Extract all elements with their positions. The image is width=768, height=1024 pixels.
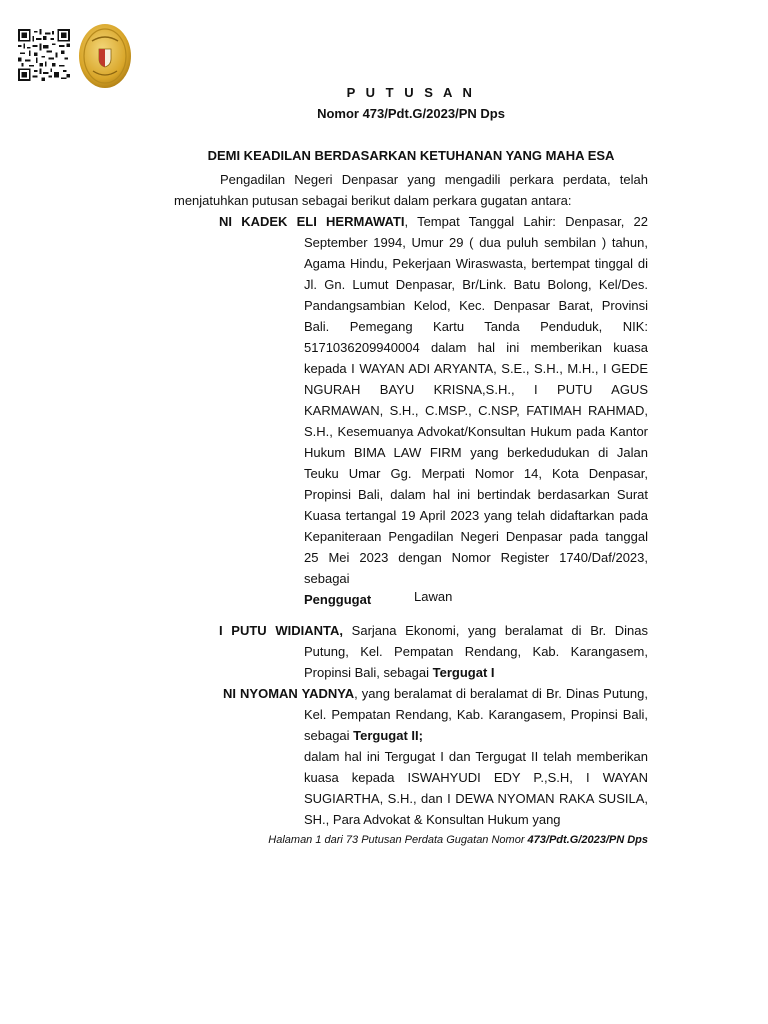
tergugat1-details: Sarjana Ekonomi, yang beralamat di Br. Dinas Putung, Kel. Pempatan Rendang, Kab. Karangasem, Propinsi Bali, sebagai	[304, 623, 649, 680]
case-number: Nomor 473/Pdt.G/2023/PN Dps	[317, 106, 505, 121]
tergugat2-details: , yang beralamat di beralamat di Br. Dinas Putung, Kel. Pempatan Rendang, Kab. Karangasem, Propinsi Bali, sebagai	[304, 686, 648, 743]
demi-keadilan-heading: DEMI KEADILAN BERDASARKAN KETUHANAN YANG MAHA ESA	[207, 148, 615, 163]
tergugat2-paragraph	[223, 683, 648, 746]
tergugat1-role: Tergugat I	[432, 665, 495, 680]
lawan-label: Lawan	[414, 589, 453, 604]
footer-case-number: 473/Pdt.G/2023/PN Dps	[527, 834, 648, 846]
document-title: P U T U S A N	[346, 85, 476, 100]
tergugat1-name: I PUTU WIDIANTA,	[219, 623, 343, 638]
penggugat-paragraph	[219, 211, 648, 610]
kuasa-tergugat-paragraph: dalam hal ini Tergugat I dan Tergugat II telah memberikan kuasa kepada ISWAHYUDI EDY P.,S.H, I WAYAN SUGIARTHA, S.H., dan I DEWA NYOMAN RAKA SUSILA, SH., Para Advokat & Konsultan Hukum yang	[304, 749, 648, 827]
page-footer	[268, 834, 648, 846]
penggugat-role: Penggugat	[304, 592, 372, 607]
court-emblem-icon	[78, 23, 132, 89]
penggugat-name: NI KADEK ELI HERMAWATI	[219, 214, 405, 229]
qr-code	[16, 29, 72, 81]
tergugat2-role: Tergugat II;	[353, 728, 423, 743]
penggugat-details: , Tempat Tanggal Lahir: Denpasar, 22 September 1994, Umur 29 ( dua puluh sembilan ) tahun, Agama Hindu, Pekerjaan Wiraswasta, bertempat tinggal di Jl. Gn. Lumut Denpasar, Br/Link. Batu Bolong, Kel/Des. Pandangsambian Kelod, Kec. Denpasar Barat, Provinsi Bali. Pemegang Kartu Tanda Penduduk, NIK: 5171036209940004 dalam hal ini memberikan kuasa kepada I WAYAN ADI ARYANTA, S.E., S.H., M.H., I GEDE NGURAH BAYU KRISNA,S.H., I PUTU AGUS KARMAWAN, S.H., C.MSP., C.NSP, FATIMAH RAHMAD, S.H., Kesemuanya Advokat/Konsultan Hukum pada Kantor Hukum BIMA LAW FIRM yang berkedudukan di Jalan Teuku Umar Gg. Merpati Nomor 14, Kota Denpasar, Propinsi Bali, dalam hal ini bertindak berdasarkan Surat Kuasa tertangal 19 April 2023 yang telah didaftarkan pada Kepaniteraan Pengadilan Negeri Denpasar pada tanggal 25 Mei 2023 dengan Nomor Register 1740/Daf/2023, sebagai	[304, 214, 648, 586]
tergugat2-name: NI NYOMAN YADNYA	[223, 686, 355, 701]
intro-paragraph: Pengadilan Negeri Denpasar yang mengadili perkara perdata, telah menjatuhkan putusan sebagai berikut dalam perkara gugatan antara:	[174, 172, 648, 208]
footer-prefix: Halaman 1 dari 73 Putusan Perdata Gugatan Nomor	[268, 834, 528, 846]
tergugat1-paragraph	[219, 620, 649, 683]
